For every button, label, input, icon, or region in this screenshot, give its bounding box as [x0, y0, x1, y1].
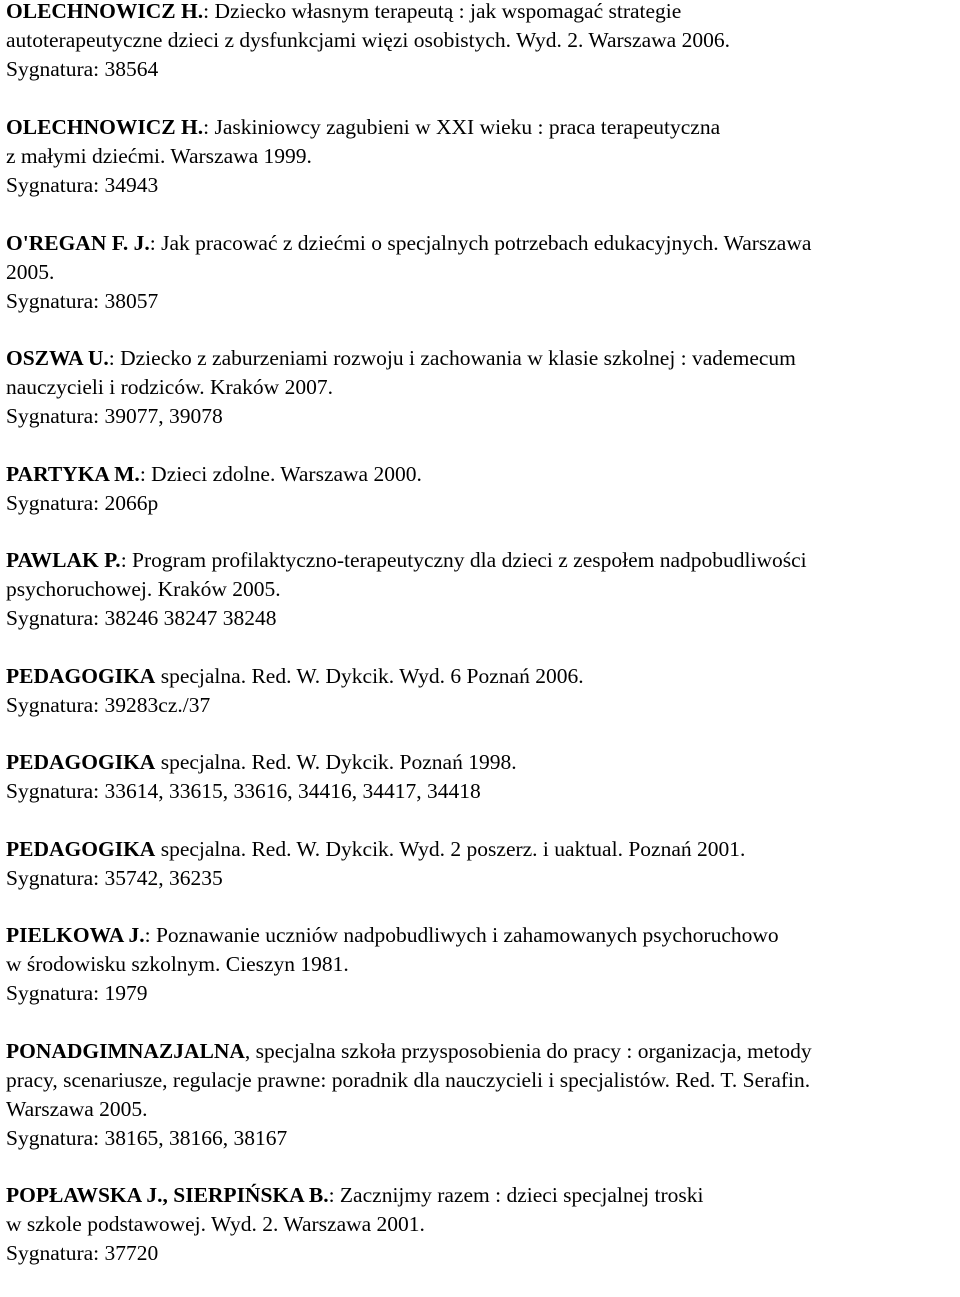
entry-author: POPŁAWSKA J., SIERPIŃSKA B. — [6, 1183, 329, 1207]
bibliography-entry — [6, 229, 956, 316]
entry-author: PAWLAK P. — [6, 548, 121, 572]
entry-author: PONADGIMNAZJALNA — [6, 1038, 245, 1063]
entry-signature: Sygnatura: 38057 — [6, 288, 159, 313]
entry-signature: Sygnatura: 35742, 36235 — [6, 865, 223, 890]
entry-first-line — [6, 113, 956, 142]
entry-title: : Dzieci zdolne. Warszawa 2000. — [139, 461, 422, 486]
bibliography-entry — [6, 460, 956, 518]
bibliography-entry — [6, 921, 956, 1008]
entry-title-continued: autoterapeutyczne dzieci z dysfunkcjami więzi osobistych. Wyd. 2. Warszawa 2006. — [6, 28, 730, 52]
entry-first-line — [6, 835, 956, 864]
entry-first-line — [6, 229, 956, 258]
entry-author: O'REGAN F. J. — [6, 230, 150, 255]
entry-title: specjalna. Red. W. Dykcik. Poznań 1998. — [155, 750, 517, 774]
entry-title: , specjalna szkoła przysposobienia do pracy : organizacja, metody — [244, 1038, 812, 1063]
entry-first-line — [6, 460, 956, 489]
bibliography-list — [6, 0, 956, 1297]
entry-title: : Poznawanie uczniów nadpobudliwych i zahamowanych psychoruchowo — [144, 923, 779, 947]
bibliography-entry — [6, 546, 956, 633]
entry-first-line — [6, 0, 956, 26]
entry-first-line — [6, 662, 956, 691]
entry-title: specjalna. Red. W. Dykcik. Wyd. 6 Poznań 2006. — [155, 663, 584, 688]
entry-first-line — [6, 1037, 956, 1066]
entry-title-continued: w szkole podstawowej. Wyd. 2. Warszawa 2001. — [6, 1212, 425, 1236]
bibliography-entry — [6, 0, 956, 84]
entry-first-line — [6, 921, 956, 950]
entry-title-continued: Warszawa 2005. — [6, 1096, 148, 1121]
entry-title: : Jak pracować z dziećmi o specjalnych potrzebach edukacyjnych. Warszawa — [149, 230, 812, 255]
entry-title-continued: w środowisku szkolnym. Cieszyn 1981. — [6, 952, 349, 976]
entry-signature: Sygnatura: 38564 — [6, 57, 159, 81]
bibliography-entry — [6, 1037, 956, 1153]
entry-title: : Dziecko z zaburzeniami rozwoju i zachowania w klasie szkolnej : vademecum — [108, 346, 796, 370]
entry-author: OLECHNOWICZ H. — [6, 115, 204, 139]
entry-author: PEDAGOGIKA — [6, 663, 156, 688]
bibliography-entry — [6, 113, 956, 200]
entry-author: PEDAGOGIKA — [6, 750, 156, 774]
entry-signature: Sygnatura: 38165, 38166, 38167 — [6, 1125, 288, 1150]
entry-signature: Sygnatura: 34943 — [6, 173, 159, 197]
entry-author: PEDAGOGIKA — [6, 836, 156, 861]
entry-title-continued: psychoruchowej. Kraków 2005. — [6, 577, 281, 601]
entry-author: PIELKOWA J. — [6, 923, 145, 947]
bibliography-entry — [6, 835, 956, 893]
entry-signature: Sygnatura: 39283cz./37 — [6, 692, 211, 717]
entry-signature: Sygnatura: 33614, 33615, 33616, 34416, 34417, 34418 — [6, 779, 481, 803]
bibliography-entry — [6, 1181, 956, 1268]
entry-title-continued: nauczycieli i rodziców. Kraków 2007. — [6, 375, 333, 399]
entry-author: OSZWA U. — [6, 346, 109, 370]
entry-title: : Jaskiniowcy zagubieni w XXI wieku : praca terapeutyczna — [203, 115, 721, 139]
entry-author: PARTYKA M. — [6, 461, 140, 486]
entry-title-continued: 2005. — [6, 259, 55, 284]
entry-signature: Sygnatura: 2066p — [6, 490, 159, 515]
entry-title-continued: pracy, scenariusze, regulacje prawne: poradnik dla nauczycieli i specjalistów. Red. T. Serafin. — [6, 1067, 811, 1092]
entry-author: OLECHNOWICZ H. — [6, 0, 204, 23]
bibliography-entry — [6, 344, 956, 431]
entry-signature: Sygnatura: 38246 38247 38248 — [6, 606, 277, 630]
entry-title: : Program profilaktyczno-terapeutyczny dla dzieci z zespołem nadpobudliwości — [120, 548, 807, 572]
bibliography-entry — [6, 662, 956, 720]
entry-title: : Dziecko własnym terapeutą : jak wspomagać strategie — [203, 0, 682, 23]
entry-first-line — [6, 748, 956, 777]
entry-title: : Zacznijmy razem : dzieci specjalnej troski — [328, 1183, 704, 1207]
entry-first-line — [6, 546, 956, 575]
entry-title-continued: z małymi dziećmi. Warszawa 1999. — [6, 144, 312, 168]
entry-signature: Sygnatura: 37720 — [6, 1241, 159, 1265]
entry-signature: Sygnatura: 1979 — [6, 981, 148, 1005]
entry-first-line — [6, 344, 956, 373]
bibliography-entry — [6, 748, 956, 806]
entry-signature: Sygnatura: 39077, 39078 — [6, 404, 223, 428]
entry-title: specjalna. Red. W. Dykcik. Wyd. 2 poszerz. i uaktual. Poznań 2001. — [155, 836, 746, 861]
entry-first-line — [6, 1181, 956, 1210]
